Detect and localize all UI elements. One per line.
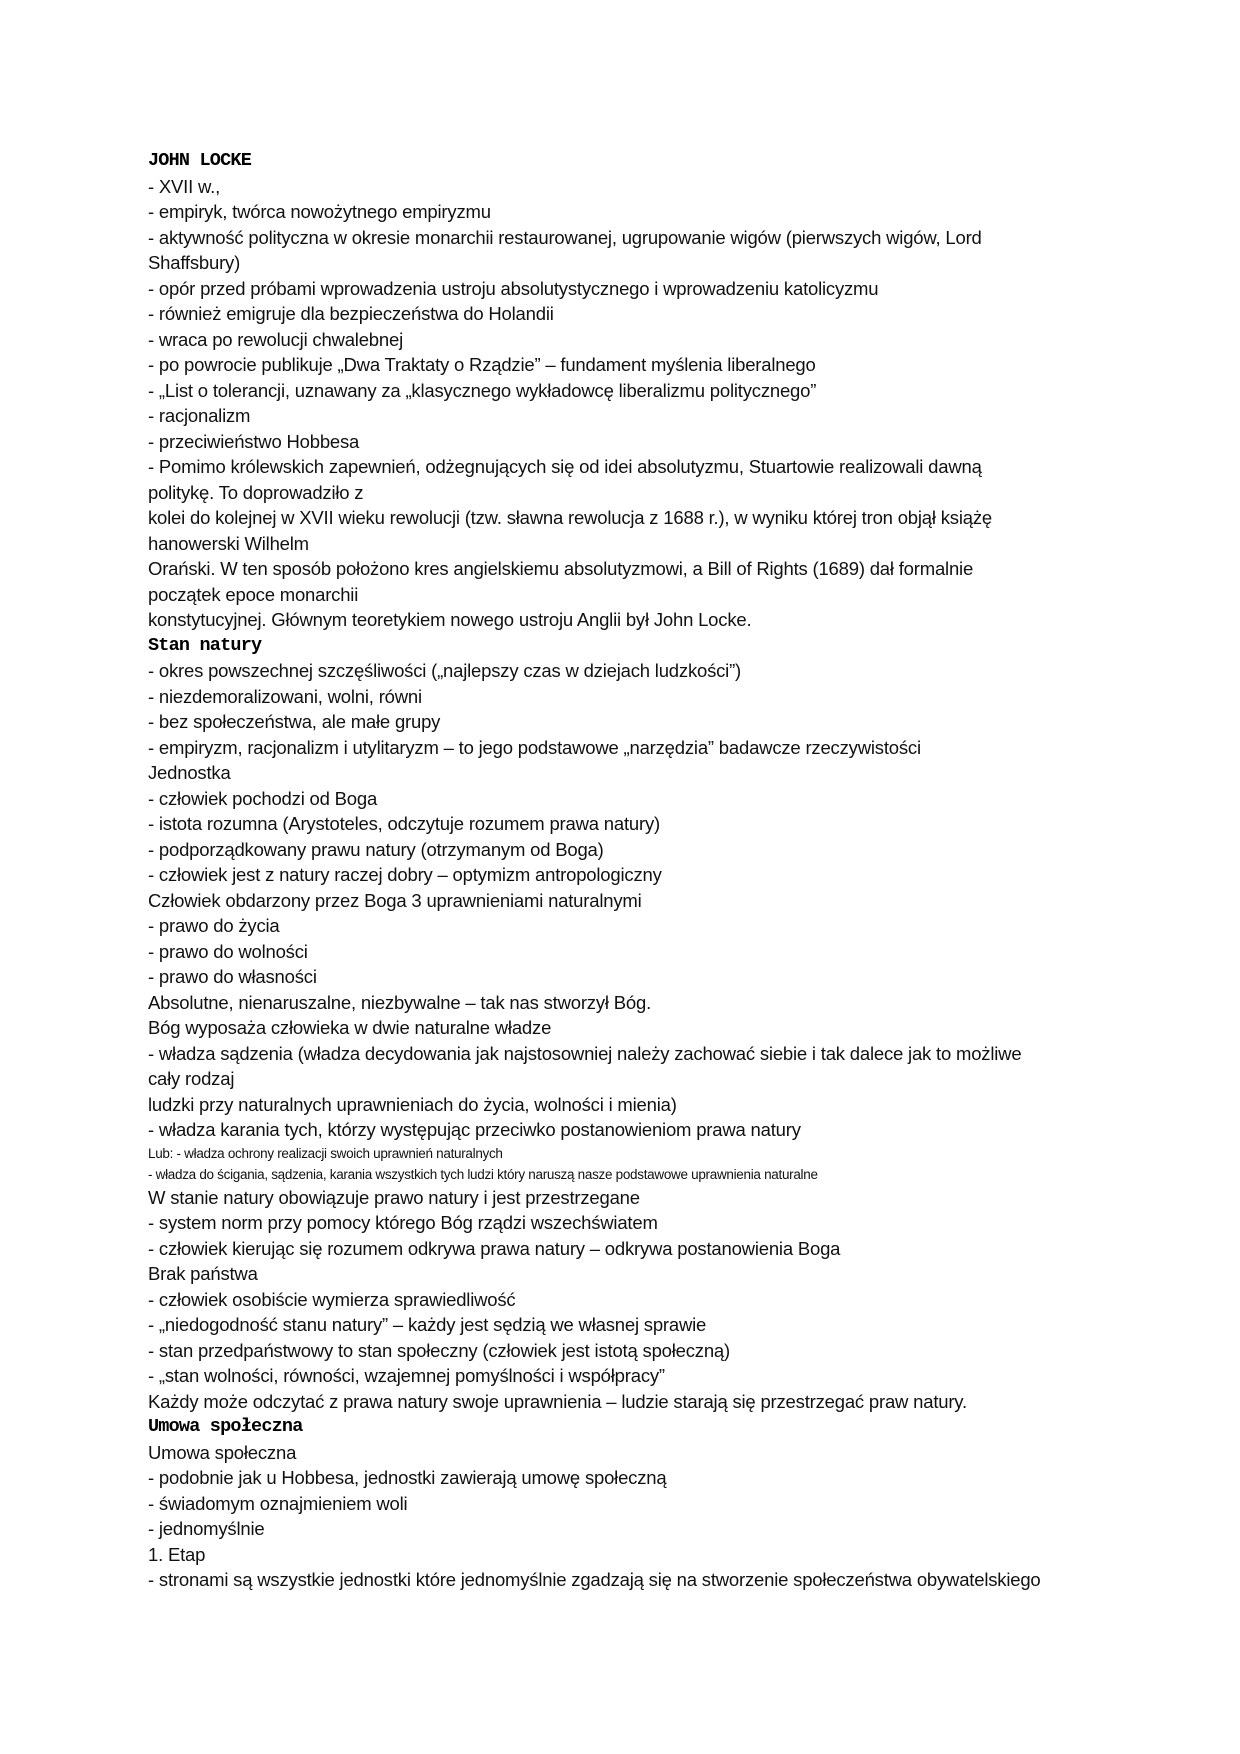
text-line: - po powrocie publikuje „Dwa Traktaty o Rządzie” – fundament myślenia liberalnego — [148, 354, 816, 375]
text-line: hanowerski Wilhelm — [148, 532, 309, 554]
text-line: - jednomyślnie — [148, 1518, 265, 1539]
section-heading: JOHN LOCKE — [148, 150, 252, 171]
text-line: politykę. To doprowadziło z — [148, 481, 364, 503]
text-line: cały rodzaj — [148, 1068, 235, 1089]
text-line: Brak państwa — [148, 1263, 258, 1284]
text-line: Shaffsbury) — [148, 252, 241, 273]
text-line: - niezdemoralizowani, wolni, równi — [148, 685, 422, 707]
footnote-line: Lub: - władza ochrony realizacji swoich uprawnień naturalnych — [148, 1145, 503, 1161]
text-line: - człowiek kierując się rozumem odkrywa prawa natury – odkrywa postanowienia Boga — [148, 1237, 841, 1259]
text-line: - podporządkowany prawu natury (otrzymanym od Boga) — [148, 838, 604, 860]
text-line: 1. Etap — [148, 1543, 206, 1565]
text-line: - również emigruje dla bezpieczeństwa do Holandii — [148, 303, 554, 324]
text-line: - „List o tolerancji, uznawany za „klasycznego wykładowcę liberalizmu politycznego” — [148, 379, 817, 401]
text-line: - prawo do życia — [148, 915, 280, 936]
text-line: Absolutne, nienaruszalne, niezbywalne – tak nas stworzył Bóg. — [148, 991, 652, 1013]
text-line: - władza sądzenia (władza decydowania jak najstosowniej należy zachować siebie i tak dalece jak to możliwe — [148, 1042, 1022, 1064]
text-line: - stronami są wszystkie jednostki które jednomyślnie zgadzają się na stworzenie społeczeństwa obywatelskiego — [148, 1569, 1041, 1590]
text-line: - istota rozumna (Arystoteles, odczytuje rozumem prawa natury) — [148, 813, 660, 834]
text-line: początek epoce monarchii — [148, 583, 359, 605]
text-line: - podobnie jak u Hobbesa, jednostki zawierają umowę społeczną — [148, 1467, 667, 1488]
text-line: Orański. W ten sposób położono kres angielskiemu absolutyzmowi, a Bill of Rights (1689) dał formalnie — [148, 558, 974, 579]
text-line: Umowa społeczna — [148, 1441, 297, 1463]
section-heading: Umowa społeczna — [148, 1416, 303, 1437]
text-line: konstytucyjnej. Głównym teoretykiem nowego ustroju Anglii był John Locke. — [148, 609, 752, 630]
text-line: Człowiek obdarzony przez Boga 3 uprawnieniami naturalnymi — [148, 889, 642, 911]
text-line: - „niedogodność stanu natury” – każdy jest sędzią we własnej sprawie — [148, 1314, 707, 1335]
text-line: Jednostka — [148, 762, 231, 783]
text-line: - empiryk, twórca nowożytnego empiryzmu — [148, 201, 491, 222]
text-line: - empiryzm, racjonalizm i utylitaryzm – to jego podstawowe „narzędzia” badawcze rzeczywistości — [148, 736, 921, 758]
text-line: - świadomym oznajmieniem woli — [148, 1492, 408, 1514]
text-line: - przeciwieństwo Hobbesa — [148, 430, 360, 452]
footnote-line: - władza do ścigania, sądzenia, karania wszystkich tych ludzi który naruszą nasze podstawowe uprawnienia naturalne — [148, 1166, 818, 1182]
document-page — [148, 148, 1148, 1593]
text-line: - człowiek osobiście wymierza sprawiedliwość — [148, 1288, 516, 1310]
text-line: - „stan wolności, równości, wzajemnej pomyślności i współpracy” — [148, 1365, 665, 1386]
text-line: - okres powszechnej szczęśliwości („najlepszy czas w dziejach ludzkości”) — [148, 660, 742, 681]
text-line: - aktywność polityczna w okresie monarchii restaurowanej, ugrupowanie wigów (pierwszych wigów, Lord — [148, 226, 982, 248]
text-line: - racjonalizm — [148, 405, 251, 426]
text-line: ludzki przy naturalnych uprawnieniach do życia, wolności i mienia) — [148, 1093, 677, 1115]
text-line: - system norm przy pomocy którego Bóg rządzi wszechświatem — [148, 1212, 658, 1233]
text-line: - opór przed próbami wprowadzenia ustroju absolutystycznego i wprowadzeniu katolicyzmu — [148, 277, 879, 299]
section-heading: Stan natury — [148, 634, 262, 656]
text-line: - prawo do własności — [148, 966, 317, 987]
text-line: - XVII w., — [148, 175, 221, 197]
text-line: - stan przedpaństwowy to stan społeczny (człowiek jest istotą społeczną) — [148, 1339, 730, 1361]
text-line: Bóg wyposaża człowieka w dwie naturalne władze — [148, 1017, 552, 1038]
text-line: - prawo do wolności — [148, 940, 308, 962]
text-line: Każdy może odczytać z prawa natury swoje uprawnienia – ludzie starają się przestrzegać praw natury. — [148, 1390, 967, 1412]
text-line: - człowiek pochodzi od Boga — [148, 787, 378, 809]
text-line: W stanie natury obowiązuje prawo natury i jest przestrzegane — [148, 1186, 640, 1208]
text-line: - Pomimo królewskich zapewnień, odżegnujących się od idei absolutyzmu, Stuartowie realizowali dawną — [148, 456, 982, 477]
text-line: - wraca po rewolucji chwalebnej — [148, 328, 403, 350]
text-line: - bez społeczeństwa, ale małe grupy — [148, 711, 441, 732]
text-line: kolei do kolejnej w XVII wieku rewolucji (tzw. sławna rewolucja z 1688 r.), w wyniku której tron objął książę — [148, 507, 992, 528]
text-line: - władza karania tych, którzy występując przeciwko postanowieniom prawa natury — [148, 1119, 801, 1140]
text-line: - człowiek jest z natury raczej dobry – optymizm antropologiczny — [148, 864, 662, 885]
